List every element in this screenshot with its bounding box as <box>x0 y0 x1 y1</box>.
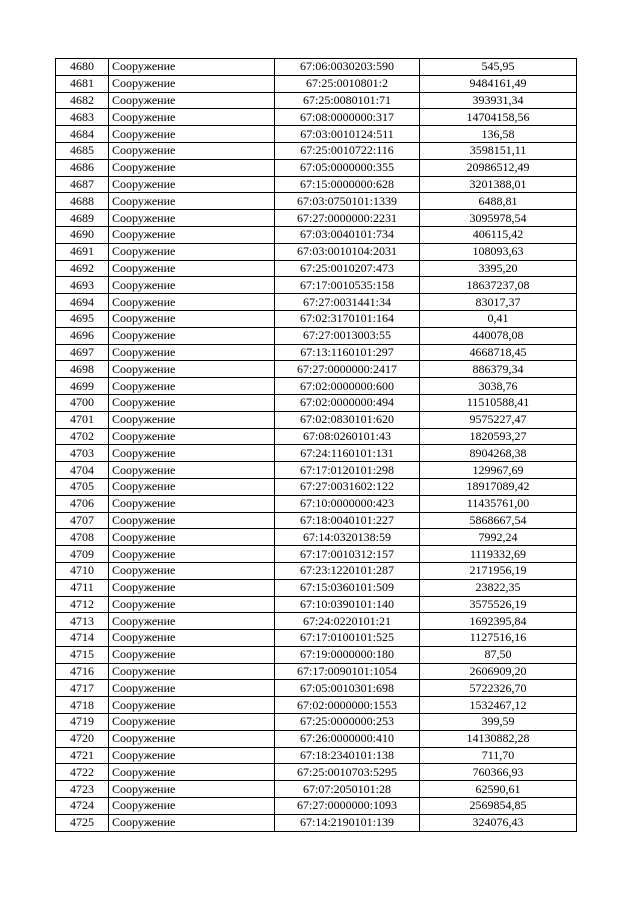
cadastral-number-cell: 67:02:0000000:600 <box>275 378 420 395</box>
row-number-cell: 4684 <box>56 126 109 143</box>
object-type-cell: Сооружение <box>109 680 275 697</box>
cadastral-value-cell: 11510588,41 <box>420 394 577 411</box>
cadastral-value-cell: 2171956,19 <box>420 562 577 579</box>
table-row <box>56 92 577 109</box>
table-row <box>56 260 577 277</box>
object-type-cell: Сооружение <box>109 646 275 663</box>
row-number-cell: 4692 <box>56 260 109 277</box>
row-number-cell: 4703 <box>56 445 109 462</box>
table-row <box>56 730 577 747</box>
cadastral-value-cell: 886379,34 <box>420 361 577 378</box>
table-row <box>56 411 577 428</box>
table-row <box>56 714 577 731</box>
object-type-cell: Сооружение <box>109 596 275 613</box>
row-number-cell: 4722 <box>56 764 109 781</box>
cadastral-number-cell: 67:14:2190101:139 <box>275 814 420 831</box>
cadastral-number-cell: 67:27:0000000:1093 <box>275 798 420 815</box>
row-number-cell: 4691 <box>56 243 109 260</box>
row-number-cell: 4704 <box>56 462 109 479</box>
cadastral-value-cell: 5868667,54 <box>420 512 577 529</box>
cadastral-value-cell: 1119332,69 <box>420 546 577 563</box>
object-type-cell: Сооружение <box>109 613 275 630</box>
row-number-cell: 4724 <box>56 798 109 815</box>
table-row <box>56 126 577 143</box>
cadastral-value-cell: 20986512,49 <box>420 159 577 176</box>
object-type-cell: Сооружение <box>109 126 275 143</box>
table-row <box>56 764 577 781</box>
cadastral-value-cell: 1820593,27 <box>420 428 577 445</box>
table-row <box>56 75 577 92</box>
row-number-cell: 4720 <box>56 730 109 747</box>
row-number-cell: 4681 <box>56 75 109 92</box>
table-row <box>56 814 577 831</box>
table-row <box>56 176 577 193</box>
table-row <box>56 663 577 680</box>
object-type-cell: Сооружение <box>109 730 275 747</box>
cadastral-number-cell: 67:26:0000000:410 <box>275 730 420 747</box>
cadastral-value-cell: 711,70 <box>420 747 577 764</box>
cadastral-number-cell: 67:25:0010722:116 <box>275 142 420 159</box>
cadastral-number-cell: 67:03:0010124:511 <box>275 126 420 143</box>
object-type-cell: Сооружение <box>109 478 275 495</box>
cadastral-value-cell: 83017,37 <box>420 294 577 311</box>
cadastral-number-cell: 67:08:0000000:317 <box>275 109 420 126</box>
cadastral-number-cell: 67:07:2050101:28 <box>275 781 420 798</box>
cadastral-value-cell: 5722326,70 <box>420 680 577 697</box>
cadastral-value-cell: 7992,24 <box>420 529 577 546</box>
cadastral-number-cell: 67:24:1160101:131 <box>275 445 420 462</box>
cadastral-number-cell: 67:25:0080101:71 <box>275 92 420 109</box>
cadastral-value-cell: 324076,43 <box>420 814 577 831</box>
table-row <box>56 562 577 579</box>
cadastral-number-cell: 67:02:3170101:164 <box>275 310 420 327</box>
object-type-cell: Сооружение <box>109 159 275 176</box>
table-row <box>56 378 577 395</box>
cadastral-number-cell: 67:18:0040101:227 <box>275 512 420 529</box>
row-number-cell: 4689 <box>56 210 109 227</box>
table-row <box>56 781 577 798</box>
object-type-cell: Сооружение <box>109 344 275 361</box>
row-number-cell: 4696 <box>56 327 109 344</box>
cadastral-number-cell: 67:10:0390101:140 <box>275 596 420 613</box>
cadastral-number-cell: 67:08:0260101:43 <box>275 428 420 445</box>
table-row <box>56 59 577 76</box>
cadastral-number-cell: 67:25:0010801:2 <box>275 75 420 92</box>
cadastral-value-cell: 3038,76 <box>420 378 577 395</box>
row-number-cell: 4702 <box>56 428 109 445</box>
object-type-cell: Сооружение <box>109 512 275 529</box>
row-number-cell: 4710 <box>56 562 109 579</box>
row-number-cell: 4706 <box>56 495 109 512</box>
table-row <box>56 495 577 512</box>
table-row <box>56 277 577 294</box>
row-number-cell: 4683 <box>56 109 109 126</box>
row-number-cell: 4687 <box>56 176 109 193</box>
object-type-cell: Сооружение <box>109 210 275 227</box>
row-number-cell: 4708 <box>56 529 109 546</box>
object-type-cell: Сооружение <box>109 462 275 479</box>
object-type-cell: Сооружение <box>109 781 275 798</box>
table-row <box>56 579 577 596</box>
cadastral-number-cell: 67:17:0100101:525 <box>275 630 420 647</box>
row-number-cell: 4709 <box>56 546 109 563</box>
object-type-cell: Сооружение <box>109 260 275 277</box>
row-number-cell: 4714 <box>56 630 109 647</box>
cadastral-value-cell: 11435761,00 <box>420 495 577 512</box>
object-type-cell: Сооружение <box>109 445 275 462</box>
cadastral-number-cell: 67:18:2340101:138 <box>275 747 420 764</box>
object-type-cell: Сооружение <box>109 226 275 243</box>
table-row <box>56 193 577 210</box>
cadastral-value-cell: 108093,63 <box>420 243 577 260</box>
object-type-cell: Сооружение <box>109 193 275 210</box>
table-row <box>56 546 577 563</box>
table-row <box>56 226 577 243</box>
cadastral-number-cell: 67:17:0090101:1054 <box>275 663 420 680</box>
table-row <box>56 142 577 159</box>
cadastral-value-cell: 406115,42 <box>420 226 577 243</box>
object-type-cell: Сооружение <box>109 747 275 764</box>
row-number-cell: 4715 <box>56 646 109 663</box>
cadastral-number-cell: 67:24:0220101:21 <box>275 613 420 630</box>
row-number-cell: 4713 <box>56 613 109 630</box>
row-number-cell: 4699 <box>56 378 109 395</box>
cadastral-value-cell: 14130882,28 <box>420 730 577 747</box>
object-type-cell: Сооружение <box>109 697 275 714</box>
cadastral-value-cell: 9484161,49 <box>420 75 577 92</box>
object-type-cell: Сооружение <box>109 176 275 193</box>
object-type-cell: Сооружение <box>109 294 275 311</box>
table-row <box>56 109 577 126</box>
cadastral-value-cell: 8904268,38 <box>420 445 577 462</box>
cadastral-value-cell: 9575227,47 <box>420 411 577 428</box>
cadastral-number-cell: 67:03:0010104:2031 <box>275 243 420 260</box>
cadastral-value-cell: 3095978,54 <box>420 210 577 227</box>
cadastral-number-cell: 67:14:0320138:59 <box>275 529 420 546</box>
cadastral-number-cell: 67:15:0360101:509 <box>275 579 420 596</box>
object-type-cell: Сооружение <box>109 310 275 327</box>
table-row <box>56 747 577 764</box>
row-number-cell: 4711 <box>56 579 109 596</box>
row-number-cell: 4721 <box>56 747 109 764</box>
row-number-cell: 4707 <box>56 512 109 529</box>
object-type-cell: Сооружение <box>109 277 275 294</box>
object-type-cell: Сооружение <box>109 529 275 546</box>
cadastral-number-cell: 67:25:0000000:253 <box>275 714 420 731</box>
object-type-cell: Сооружение <box>109 394 275 411</box>
row-number-cell: 4723 <box>56 781 109 798</box>
object-type-cell: Сооружение <box>109 75 275 92</box>
row-number-cell: 4686 <box>56 159 109 176</box>
cadastral-number-cell: 67:17:0010535:158 <box>275 277 420 294</box>
object-type-cell: Сооружение <box>109 663 275 680</box>
cadastral-value-cell: 136,58 <box>420 126 577 143</box>
cadastral-value-cell: 6488,81 <box>420 193 577 210</box>
row-number-cell: 4700 <box>56 394 109 411</box>
cadastral-number-cell: 67:25:0010207:473 <box>275 260 420 277</box>
object-type-cell: Сооружение <box>109 546 275 563</box>
row-number-cell: 4718 <box>56 697 109 714</box>
row-number-cell: 4701 <box>56 411 109 428</box>
cadastral-number-cell: 67:10:0000000:423 <box>275 495 420 512</box>
row-number-cell: 4725 <box>56 814 109 831</box>
object-type-cell: Сооружение <box>109 562 275 579</box>
table-row <box>56 478 577 495</box>
object-type-cell: Сооружение <box>109 798 275 815</box>
object-type-cell: Сооружение <box>109 243 275 260</box>
object-type-cell: Сооружение <box>109 378 275 395</box>
cadastral-value-cell: 23822,35 <box>420 579 577 596</box>
row-number-cell: 4717 <box>56 680 109 697</box>
object-type-cell: Сооружение <box>109 142 275 159</box>
row-number-cell: 4694 <box>56 294 109 311</box>
object-type-cell: Сооружение <box>109 361 275 378</box>
cadastral-value-cell: 3575526,19 <box>420 596 577 613</box>
object-type-cell: Сооружение <box>109 59 275 76</box>
row-number-cell: 4693 <box>56 277 109 294</box>
table-row <box>56 697 577 714</box>
cadastral-number-cell: 67:05:0000000:355 <box>275 159 420 176</box>
row-number-cell: 4698 <box>56 361 109 378</box>
cadastral-value-cell: 3598151,11 <box>420 142 577 159</box>
cadastral-number-cell: 67:15:0000000:628 <box>275 176 420 193</box>
cadastral-value-cell: 3395,20 <box>420 260 577 277</box>
table-row <box>56 646 577 663</box>
cadastral-value-cell: 399,59 <box>420 714 577 731</box>
cadastral-number-cell: 67:02:0830101:620 <box>275 411 420 428</box>
cadastral-number-cell: 67:19:0000000:180 <box>275 646 420 663</box>
cadastral-value-cell: 62590,61 <box>420 781 577 798</box>
cadastral-number-cell: 67:27:0031441:34 <box>275 294 420 311</box>
cadastral-value-cell: 129967,69 <box>420 462 577 479</box>
cadastral-number-cell: 67:03:0040101:734 <box>275 226 420 243</box>
cadastral-value-cell: 0,41 <box>420 310 577 327</box>
cadastral-value-cell: 2606909,20 <box>420 663 577 680</box>
cadastral-value-cell: 18637237,08 <box>420 277 577 294</box>
object-type-cell: Сооружение <box>109 764 275 781</box>
cadastral-value-cell: 4668718,45 <box>420 344 577 361</box>
row-number-cell: 4712 <box>56 596 109 613</box>
object-type-cell: Сооружение <box>109 630 275 647</box>
cadastral-number-cell: 67:17:0010312:157 <box>275 546 420 563</box>
row-number-cell: 4685 <box>56 142 109 159</box>
cadastral-value-cell: 14704158,56 <box>420 109 577 126</box>
cadastral-value-cell: 760366,93 <box>420 764 577 781</box>
object-type-cell: Сооружение <box>109 428 275 445</box>
table-row <box>56 798 577 815</box>
cadastral-number-cell: 67:23:1220101:287 <box>275 562 420 579</box>
table-row <box>56 210 577 227</box>
table-row <box>56 243 577 260</box>
table-row <box>56 529 577 546</box>
object-type-cell: Сооружение <box>109 579 275 596</box>
cadastral-number-cell: 67:27:0000000:2417 <box>275 361 420 378</box>
row-number-cell: 4688 <box>56 193 109 210</box>
cadastral-number-cell: 67:13:1160101:297 <box>275 344 420 361</box>
table-body <box>56 59 577 832</box>
object-type-cell: Сооружение <box>109 109 275 126</box>
table-row <box>56 361 577 378</box>
object-type-cell: Сооружение <box>109 327 275 344</box>
cadastral-number-cell: 67:05:0010301:698 <box>275 680 420 697</box>
cadastral-value-cell: 87,50 <box>420 646 577 663</box>
table-row <box>56 680 577 697</box>
cadastral-number-cell: 67:27:0000000:2231 <box>275 210 420 227</box>
row-number-cell: 4680 <box>56 59 109 76</box>
table-row <box>56 596 577 613</box>
cadastral-value-cell: 18917089,42 <box>420 478 577 495</box>
object-type-cell: Сооружение <box>109 814 275 831</box>
cadastral-value-cell: 2569854,85 <box>420 798 577 815</box>
cadastral-number-cell: 67:03:0750101:1339 <box>275 193 420 210</box>
table-row <box>56 428 577 445</box>
table-row <box>56 630 577 647</box>
cadastral-value-cell: 393931,34 <box>420 92 577 109</box>
cadastral-number-cell: 67:27:0031602:122 <box>275 478 420 495</box>
cadastral-number-cell: 67:27:0013003:55 <box>275 327 420 344</box>
table-row <box>56 294 577 311</box>
table-row <box>56 613 577 630</box>
cadastral-value-cell: 1127516,16 <box>420 630 577 647</box>
cadastral-value-cell: 545,95 <box>420 59 577 76</box>
object-type-cell: Сооружение <box>109 495 275 512</box>
cadastral-number-cell: 67:17:0120101:298 <box>275 462 420 479</box>
cadastral-value-cell: 3201388,01 <box>420 176 577 193</box>
table-row <box>56 394 577 411</box>
table-row <box>56 445 577 462</box>
object-type-cell: Сооружение <box>109 714 275 731</box>
object-type-cell: Сооружение <box>109 411 275 428</box>
table-row <box>56 159 577 176</box>
cadastral-value-table <box>55 58 577 832</box>
table-row <box>56 344 577 361</box>
row-number-cell: 4682 <box>56 92 109 109</box>
table-row <box>56 327 577 344</box>
cadastral-value-cell: 1692395,84 <box>420 613 577 630</box>
cadastral-value-cell: 1532467,12 <box>420 697 577 714</box>
table-row <box>56 512 577 529</box>
row-number-cell: 4690 <box>56 226 109 243</box>
cadastral-value-cell: 440078,08 <box>420 327 577 344</box>
object-type-cell: Сооружение <box>109 92 275 109</box>
row-number-cell: 4695 <box>56 310 109 327</box>
row-number-cell: 4705 <box>56 478 109 495</box>
row-number-cell: 4716 <box>56 663 109 680</box>
cadastral-number-cell: 67:25:0010703:5295 <box>275 764 420 781</box>
row-number-cell: 4719 <box>56 714 109 731</box>
cadastral-number-cell: 67:02:0000000:494 <box>275 394 420 411</box>
table-row <box>56 462 577 479</box>
cadastral-number-cell: 67:06:0030203:590 <box>275 59 420 76</box>
table-row <box>56 310 577 327</box>
row-number-cell: 4697 <box>56 344 109 361</box>
cadastral-number-cell: 67:02:0000000:1553 <box>275 697 420 714</box>
